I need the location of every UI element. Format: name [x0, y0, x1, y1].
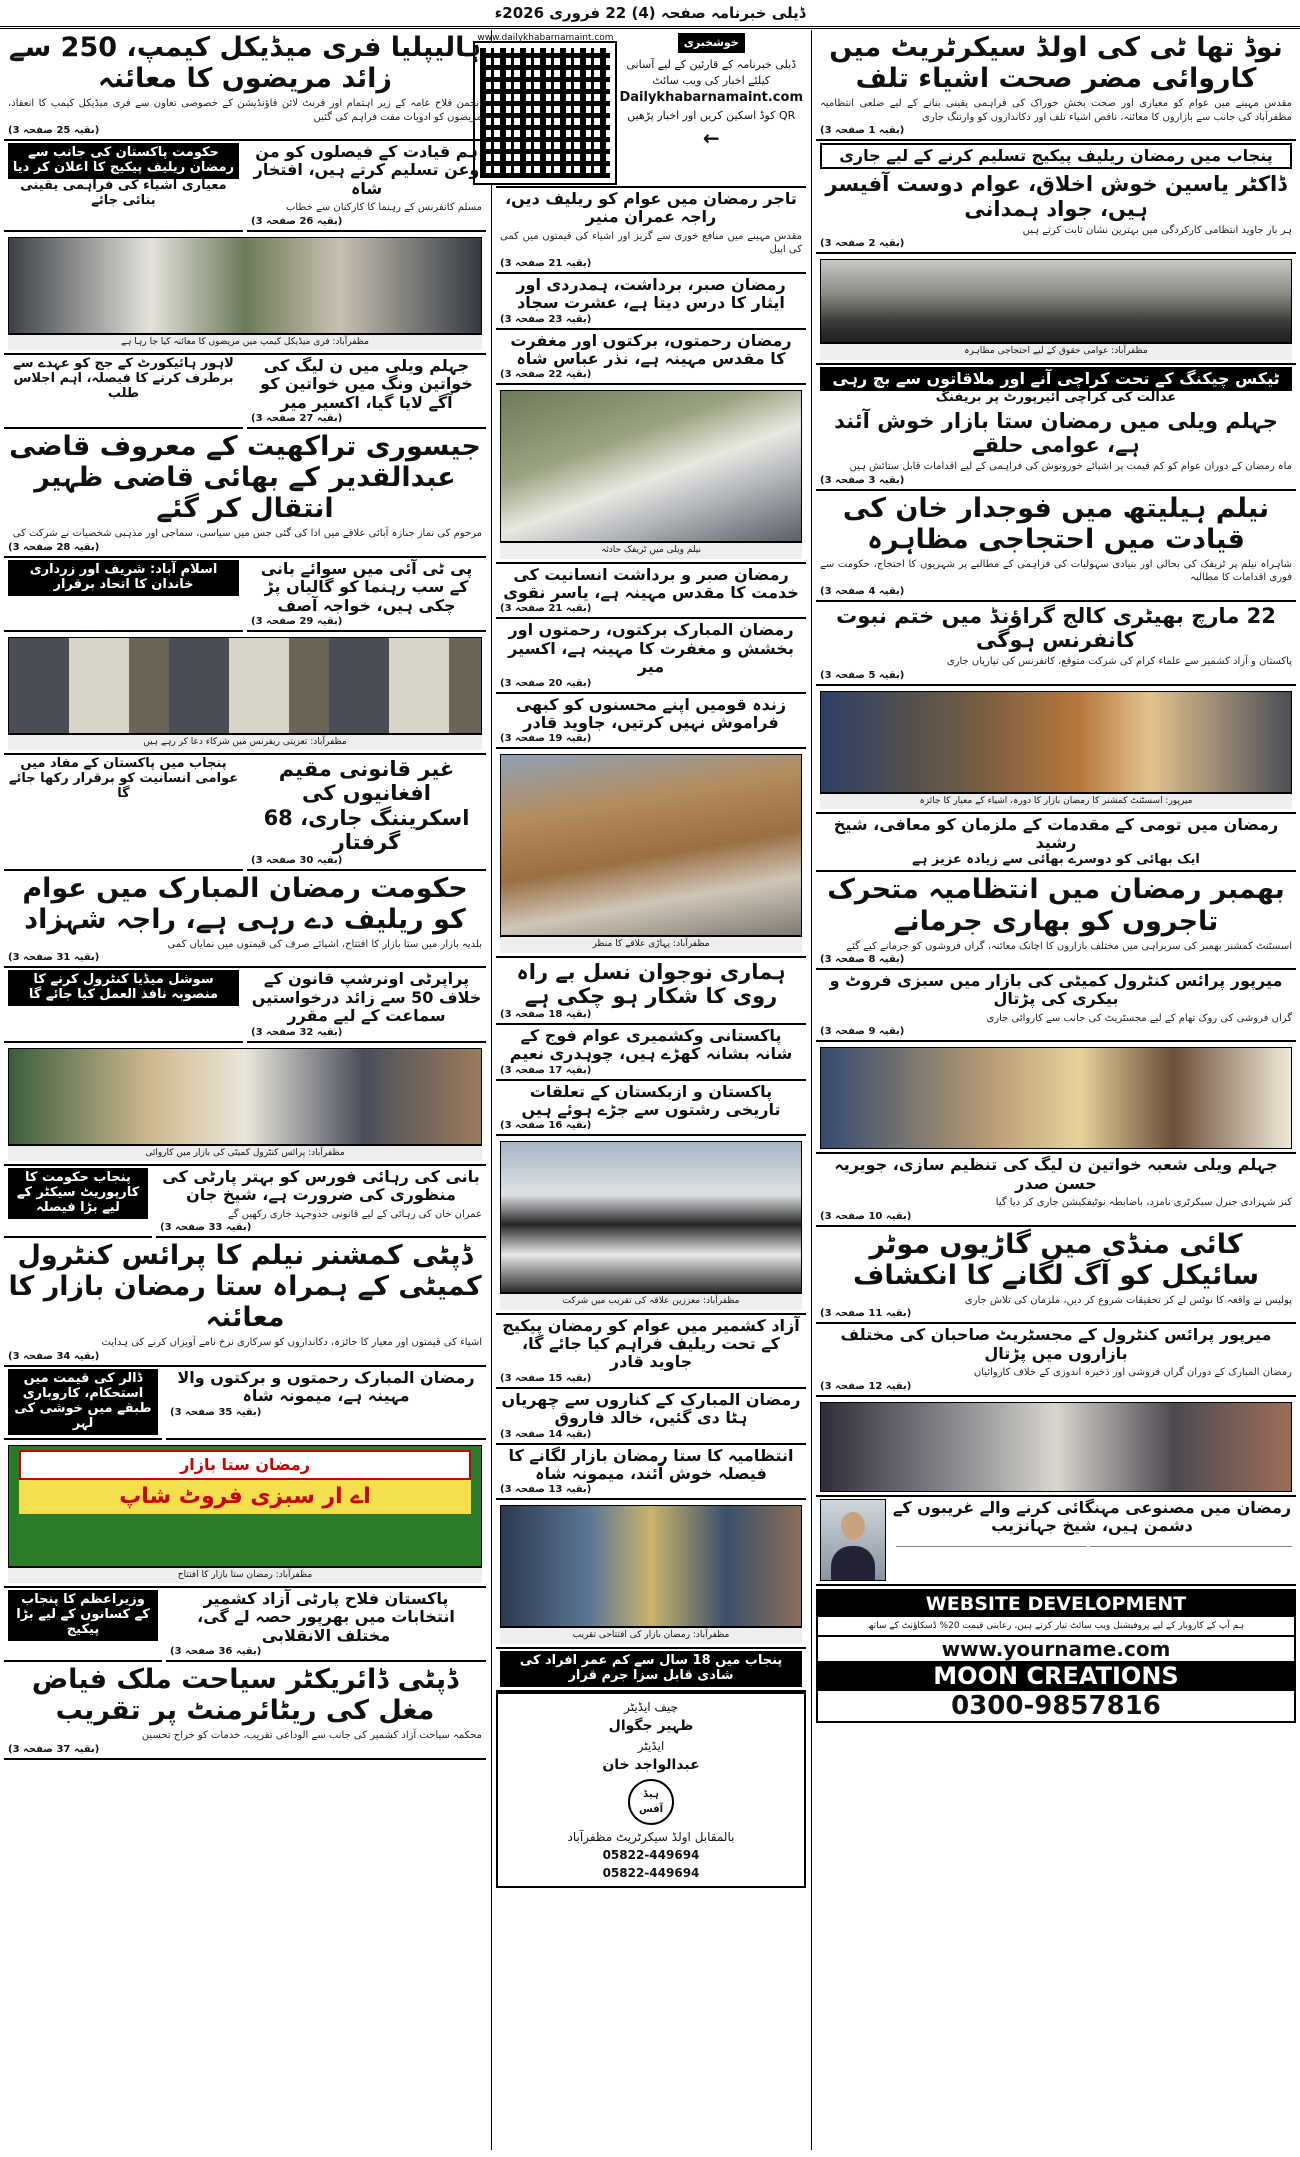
headline: حکومت پاکستان کی جانب سے رمضان ریلیف پیکیج کا اعلان کر دیا	[8, 143, 239, 179]
news-story	[816, 872, 1296, 970]
story-body: ہر بار جاوید انتظامی کارکردگی میں بہترین نشان ثابت کرتے ہیں	[1022, 224, 1292, 236]
promo-line: کیلئے اخبار کی ویب سائٹ	[652, 73, 771, 87]
story-body: ـــــــــــــــــــــــــــــــــــــــــــــــــــــــــــــــــــــ ـــــــــــــــــــــــــــــــــــــــــــــــــــــــــــــــــ	[896, 1539, 1292, 1551]
story-body: اسسٹنٹ کمشنر بھمبر کی سربراہی میں مختلف بازاروں کا اچانک معائنہ، گراں فروشوں کو جرمانے کیے گئے	[846, 940, 1292, 952]
news-photo	[500, 754, 802, 936]
story-body: مرحوم کی نماز جنازہ آبائی علاقے میں ادا کی گئی جس میں سیاسی، سماجی اور مذہبی شخصیات نے شرکت کی	[12, 528, 482, 540]
sub-headline: پنجاب میں رمضان ریلیف پیکیج تسلیم کرنے کے لیے جاری	[820, 143, 1292, 169]
continued-ref: (بقیہ 10 صفحہ 3)	[820, 1210, 912, 1222]
sub-headline: ایک بھائی کو دوسرے بھائی سے زیادہ عزیز ہے	[912, 851, 1200, 867]
photo-story	[496, 1500, 806, 1648]
headline: حکومت رمضان المبارک میں عوام کو ریلیف دے رہی ہے، راجہ شہزاد	[22, 872, 468, 935]
column-divider	[491, 30, 492, 2150]
story-row	[4, 141, 486, 232]
photo-caption: مظفرآباد: رمضان ستا بازار کا افتتاح	[8, 1567, 482, 1583]
photo-caption: میرپور: اسسٹنٹ کمشنر کا رمضان بازار کا دورہ، اشیاء کے معیار کا جائزہ	[820, 793, 1292, 809]
news-story	[247, 355, 486, 429]
story-body: مسلم کانفرنس کے رہنما کا کارکنان سے خطاب	[285, 202, 482, 214]
continued-ref: (بقیہ 8 صفحہ 3)	[820, 954, 905, 966]
headline: ڈالر کی قیمت میں استحکام، کاروباری طبقے میں خوشی کی لہر	[8, 1369, 158, 1435]
story-body: محکمہ سیاحت آزاد کشمیر کی جانب سے الوداعی تقریب، خدمات کو خراج تحسین	[141, 1730, 482, 1742]
photo-story	[4, 1043, 486, 1166]
left-column	[4, 30, 486, 2150]
news-story	[166, 1367, 486, 1440]
editor-name: عبدالواجد خان	[602, 1756, 700, 1773]
news-photo	[500, 390, 802, 542]
news-story	[4, 141, 243, 232]
headline: تاجر رمضان میں عوام کو ریلیف دیں، راجہ عمران منیر	[505, 189, 797, 227]
continued-ref: (بقیہ 26 صفحہ 3)	[251, 215, 343, 227]
photo-caption: مظفرآباد: تعزیتی ریفرنس میں شرکاء دعا کر رہے ہیں	[8, 734, 482, 750]
news-story	[496, 619, 806, 693]
continued-ref: (بقیہ 27 صفحہ 3)	[251, 413, 343, 425]
headline: غیر قانونی مقیم افغانیوں کی اسکریننگ جاری، 68 گرفتار	[263, 757, 470, 854]
story-row	[4, 755, 486, 871]
news-story	[496, 1649, 806, 1692]
continued-ref: (بقیہ 17 صفحہ 3)	[500, 1064, 592, 1076]
editor-label: ایڈیٹر	[637, 1738, 665, 1753]
news-photo	[820, 1047, 1292, 1149]
news-story	[4, 755, 243, 871]
continued-ref: (بقیہ 13 صفحہ 3)	[500, 1484, 592, 1496]
news-photo	[8, 637, 482, 734]
news-story	[816, 141, 1296, 254]
news-story	[4, 1662, 486, 1760]
photo-story	[496, 749, 806, 957]
story-body: مقدس مہینے میں عوام کو معیاری اور صحت بخش خوراک کی فراہمی یقینی بنانے کے لیے ضلعی انتظامیہ مظفرآباد کی جانب سے بازاروں کا معائنہ، ناقص اشیاء تلف اور دکانداروں کو وارننگ جاری	[820, 98, 1292, 123]
continued-ref: (بقیہ 9 صفحہ 3)	[820, 1026, 905, 1038]
continued-ref: (بقیہ 37 صفحہ 3)	[8, 1743, 100, 1755]
headline: پاکستانی وکشمیری عوام فوج کے شانہ بشانہ کھڑے ہیں، چوہدری نعیم	[509, 1025, 793, 1064]
right-column	[816, 30, 1296, 2150]
headline: بھمبر رمضان میں انتظامیہ متحرک تاجروں کو بھاری جرمانے	[827, 874, 1285, 937]
photo-story	[4, 1440, 486, 1588]
promo-line: ڈیلی خبرنامہ کے قارئین کے لیے آسانی	[626, 57, 797, 71]
photo-story	[496, 385, 806, 563]
news-story	[496, 694, 806, 750]
story-body: پاکستان و آزاد کشمیر سے علماء کرام کی شرکت متوقع، کانفرنس کی تیاریاں جاری	[946, 656, 1292, 667]
headline: رمضان رحمتوں، برکتوں اور مغفرت کا مقدس مہینہ ہے، نذر عباس شاہ	[510, 330, 792, 368]
column-divider	[811, 30, 812, 2150]
photo-caption: مظفرآباد: فری میڈیکل کیمپ میں مریضوں کا معائنہ کیا جا رہا ہے	[8, 334, 482, 350]
headline: آزاد کشمیر میں عوام کو رمضان پیکیج کے تحت ریلیف فراہم کیا جائے گا، جاوید قادر	[502, 1315, 800, 1372]
headline: اسلام آباد: شریف اور زرداری خاندان کا اتحاد برقرار	[8, 560, 239, 596]
continued-ref: (بقیہ 35 صفحہ 3)	[170, 1406, 262, 1418]
office-address: بالمقابل اولڈ سیکرٹریٹ مظفرآباد	[567, 1829, 735, 1844]
headline: نیلم ہیلیتھ میں فوجدار خان کی قیادت میں احتجاجی مظاہرہ	[842, 492, 1270, 555]
news-story	[816, 30, 1296, 141]
news-story	[816, 1227, 1296, 1325]
news-photo	[820, 259, 1292, 343]
headline: ڈپٹی ڈائریکٹر سیاحت ملک فیاض مغل کی ریٹائرمنٹ پر تقریب	[31, 1663, 459, 1726]
news-story	[4, 558, 243, 632]
news-photo	[8, 1445, 482, 1567]
photo-caption: مظفرآباد: عوامی حقوق کے لیے احتجاجی مظاہرہ	[820, 343, 1292, 359]
story-row	[4, 1166, 486, 1238]
ad-text: ہم آپ کے کاروبار کے لیے پروفیشنل ویب سائٹ تیار کرتے ہیں، رعایتی قیمت 20% ڈسکاؤنٹ کے ساتھ	[867, 1620, 1245, 1631]
news-story	[816, 970, 1296, 1042]
news-story	[496, 1315, 806, 1389]
news-story	[816, 602, 1296, 686]
headline: رمضان میں مصنوعی مہنگائی کرنے والے غریبوں کے دشمن ہیں، شیخ جہانزیب	[892, 1497, 1292, 1535]
news-story	[4, 1166, 152, 1238]
news-story	[496, 1025, 806, 1081]
news-photo	[500, 1505, 802, 1627]
headline: رمضان المبارک کے کناروں سے چھریاں ہٹا دی گئیں، خالد فاروق	[501, 1389, 801, 1428]
story-row	[4, 355, 486, 429]
info-row	[496, 1649, 806, 1692]
news-photo	[500, 1141, 802, 1293]
continued-ref: (بقیہ 19 صفحہ 3)	[500, 733, 592, 745]
headline: ڈپٹی کمشنر نیلم کا پرائس کنٹرول کمیٹی کے ہمراہ ستا رمضان بازار کا معائنہ	[8, 1240, 482, 1334]
headline: جہلم ویلی میں رمضان ستا بازار خوش آئند ہے، عوامی حلقے	[834, 408, 1278, 457]
headline: پی ٹی آئی میں سوائے بانی کے سب رہنما کو گالیاں پڑ چکی ہیں، خواجہ آصف	[260, 558, 473, 615]
ad-brand: MOON CREATIONS	[818, 1661, 1294, 1691]
story-body: گراں فروشی کی روک تھام کے لیے مجسٹریٹ کی جانب سے کاروائی جاری	[986, 1012, 1292, 1024]
photo-story	[816, 1397, 1296, 1497]
continued-ref: (بقیہ 34 صفحہ 3)	[8, 1350, 100, 1362]
news-story	[247, 558, 486, 632]
photo-caption: مظفرآباد: رمضان بازار کی افتتاحی تقریب	[500, 1627, 802, 1643]
news-photo	[820, 691, 1292, 793]
photo-story	[816, 686, 1296, 814]
photo-caption: مظفرآباد: پرائس کنٹرول کمیٹی کی بازار میں کاروائی	[8, 1145, 482, 1161]
news-story	[4, 871, 486, 969]
headline: رمضان المبارک برکتوں، رحمتوں اور بخشش و مغفرت کا مہینہ ہے، اکسیر میر	[508, 620, 794, 677]
news-story	[816, 365, 1296, 491]
imprint-box	[496, 1692, 806, 1888]
portrait-photo	[820, 1499, 886, 1581]
continued-ref: (بقیہ 11 صفحہ 3)	[820, 1308, 912, 1320]
continued-ref: (بقیہ 21 صفحہ 3)	[500, 603, 592, 615]
story-body: شاہراہ نیلم پر ٹریفک کی بحالی اور بنیادی سہولیات کی فراہمی کے مطالبے پر شہریوں کا احتجاج، حکومت سے فوری اقدامات کا مطالبہ	[820, 558, 1292, 584]
news-story	[247, 755, 486, 871]
story-row	[4, 558, 486, 632]
news-story	[4, 1588, 162, 1662]
continued-ref: (بقیہ 31 صفحہ 3)	[8, 952, 100, 964]
continued-ref: (بقیہ 3 صفحہ 3)	[820, 474, 905, 486]
promo-site[interactable]: Dailykhabarnamaint.com	[619, 89, 803, 105]
story-body: ماہ رمضان کے دوران عوام کو کم قیمت پر اشیائے خورونوش کی فراہمی کے لیے اقدامات قابل ستائش ہیں	[849, 461, 1292, 473]
headline: نوڈ تھا ٹی کی اولڈ سیکرٹریٹ میں کاروائی مضر صحت اشیاء تلف	[829, 32, 1283, 95]
continued-ref: (بقیہ 28 صفحہ 3)	[8, 541, 100, 553]
story-body: پولیس نے واقعہ کا نوٹس لے کر تحقیقات شروع کر دیں، ملزمان کی تلاش جاری	[964, 1294, 1292, 1306]
story-body: بلدیہ بازار میں ستا بازار کا افتتاح، اشیائے صرف کی قیمتوں میں نمایاں کمی	[167, 938, 482, 950]
news-story	[4, 30, 486, 141]
ad-url: www.yourname.com	[818, 1635, 1294, 1661]
story-row	[4, 968, 486, 1042]
news-story	[4, 1367, 162, 1440]
news-story	[247, 141, 486, 232]
headline: پنجاب حکومت کا کارپوریٹ سیکٹر کے لیے بڑا فیصلہ	[8, 1168, 148, 1219]
qr-code-icon[interactable]	[475, 43, 615, 183]
story-row	[4, 1588, 486, 1662]
headline: رمضان صبر، برداشت، ہمدردی اور ایثار کا درس دیتا ہے، عشرت سجاد	[516, 274, 786, 313]
bazaar-banner	[9, 1446, 481, 1566]
news-story	[816, 814, 1296, 873]
website-ad	[816, 1589, 1296, 1723]
news-story	[496, 564, 806, 620]
arrow-left-icon: ←	[702, 125, 720, 150]
headline: زندہ قومیں اپنے محسنوں کو کبھی فراموش نہیں کرتیں، جاوید قادر	[515, 694, 787, 732]
continued-ref: (بقیہ 5 صفحہ 3)	[820, 669, 905, 681]
qr-url[interactable]: www.dailykhabarnamaint.com	[477, 33, 614, 43]
continued-ref: (بقیہ 14 صفحہ 3)	[500, 1428, 592, 1440]
headline: ڈاکٹر یاسین خوش اخلاق، عوام دوست آفیسر ہیں، جواد ہمدانی	[825, 172, 1287, 221]
continued-ref: (بقیہ 15 صفحہ 3)	[500, 1372, 592, 1384]
sub-headline: عدالت کی کراچی ائیرپورٹ پر بریفنگ	[935, 389, 1177, 405]
headline: بانی کی رہائی فورس کو بہتر پارٹی کی منظوری کی ضرورت ہے، شیخ جان	[162, 1166, 480, 1205]
photo-caption: نیلم ویلی میں ٹریفک حادثہ	[500, 542, 802, 558]
continued-ref: (بقیہ 21 صفحہ 3)	[500, 257, 592, 269]
office-phone[interactable]: 05822-449694	[602, 1847, 700, 1862]
promo-line: QR کوڈ اسکین کریں اور اخبار پڑھیں	[627, 108, 796, 122]
continued-ref: (بقیہ 30 صفحہ 3)	[251, 854, 343, 866]
continued-ref: (بقیہ 1 صفحہ 3)	[820, 125, 905, 137]
promo-tag: خوشخبری	[678, 33, 745, 53]
headline: سوشل میڈیا کنٹرول کرنے کا منصوبہ نافذ العمل کیا جائے گا	[8, 970, 239, 1006]
headline: میرپور پرائس کنٹرول کے مجسٹریٹ صاحبان کی مختلف بازاروں میں پڑتال	[840, 1325, 1272, 1363]
news-story	[816, 491, 1296, 602]
page-header: ڈیلی خبرنامہ صفحہ (4) 22 فروری 2026ء	[0, 0, 1300, 29]
headline: ہالیپلیا فری میڈیکل کیمپ، 250 سے زائد مریضوں کا معائنہ	[8, 32, 482, 95]
headline: پاکستان و ازبکستان کے تعلقات تاریخی رشتوں سے جڑے ہوئے ہیں	[521, 1081, 781, 1120]
continued-ref: (بقیہ 33 صفحہ 3)	[160, 1222, 252, 1234]
headline: پنجاب میں پاکستان کے مفاد میں عوامی انسانیت کو برقرار رکھا جائے گا	[8, 756, 239, 802]
headline: لاہور ہائیکورٹ کے جج کو عہدے سے برطرف کرنے کا فیصلہ، اہم اجلاس طلب	[13, 356, 234, 401]
headline: جیسوری تراکھیت کے معروف قاضی عبدالقدیر کے بھائی قاضی ظہیر انتقال کر گئے	[9, 431, 481, 525]
headline: رمضان المبارک رحمتوں و برکتوں والا مہینہ ہے، میمونہ شاہ	[177, 1367, 475, 1406]
continued-ref: (بقیہ 16 صفحہ 3)	[500, 1120, 592, 1132]
continued-ref: (بقیہ 36 صفحہ 3)	[170, 1645, 262, 1657]
news-story	[496, 188, 806, 274]
news-story	[496, 1389, 806, 1445]
headline: پراپرٹی اونرشپ قانون کے خلاف 50 سے زائد درخواستیں سماعت کے لیے مقرر	[251, 969, 482, 1026]
headline: 22 مارچ بھیٹری کالج گراؤنڈ میں ختم نبوت کانفرنس ہوگی	[836, 603, 1276, 652]
sub-headline: معیاری اشیاء کی فراہمی یقینی بنائی جائے	[20, 177, 227, 208]
continued-ref: (بقیہ 29 صفحہ 3)	[251, 616, 343, 627]
middle-column	[477, 30, 806, 2150]
photo-story	[816, 1042, 1296, 1154]
news-story	[166, 1588, 486, 1662]
headline: رمضان صبر و برداشت انسانیت کی خدمت کا مقدس مہینہ ہے، یاسر نقوی	[503, 564, 799, 602]
news-story	[496, 1445, 806, 1501]
story-body: مقدس مہینے میں منافع خوری سے گریز اور اشیاء کی قیمتوں میں کمی کی اپیل	[500, 230, 802, 256]
ad-phone: 0300-9857816	[951, 1690, 1161, 1721]
continued-ref: (بقیہ 12 صفحہ 3)	[820, 1380, 912, 1392]
photo-story	[4, 232, 486, 355]
story-row	[4, 1367, 486, 1440]
headline: پاکستان فلاح پارٹی آزاد کشمیر انتخابات میں بھرپور حصہ لے گی، مختلف الانقلابی	[197, 1588, 455, 1645]
continued-ref: (بقیہ 20 صفحہ 3)	[500, 677, 592, 689]
continued-ref: (بقیہ 25 صفحہ 3)	[8, 125, 100, 137]
news-story	[4, 1238, 486, 1367]
photo-caption: مظفرآباد: پہاڑی علاقے کا منظر	[500, 936, 802, 952]
editor-label: چیف ایڈیٹر	[624, 1699, 678, 1714]
headline: ہم قیادت کے فیصلوں کو من وعن تسلیم کرتے ہیں، افتخار شاہ	[253, 142, 480, 198]
banner-subtitle: اے ار سبزی فروٹ شاپ	[19, 1480, 471, 1514]
headline: ہماری نوجوان نسل بے راہ روی کا شکار ہو چکی ہے	[516, 959, 786, 1008]
qr-promo-text	[619, 33, 803, 183]
headline: پنجاب میں 18 سال سے کم عمر افراد کی شادی قابل سزا جرم قرار	[500, 1651, 802, 1687]
continued-ref: (بقیہ 22 صفحہ 3)	[500, 369, 592, 381]
headline: جہلم ویلی شعبہ خواتین ن لیگ کی تنظیم سازی، جویریہ حسن صدر	[834, 1155, 1278, 1193]
news-photo	[8, 237, 482, 334]
qr-wrap	[475, 33, 615, 183]
news-story	[496, 1081, 806, 1137]
continued-ref: (بقیہ 23 صفحہ 3)	[500, 313, 592, 325]
story-body: اشیاء کی قیمتوں اور معیار کا جائزہ، دکانداروں کو سرکاری نرخ نامے آویزاں کرنے کی ہدایت	[101, 1337, 482, 1349]
news-story	[4, 355, 243, 429]
editor-name: ظہیر جگوال	[608, 1717, 694, 1734]
news-story	[816, 1154, 1296, 1226]
news-story	[496, 274, 806, 330]
ad-title: WEBSITE DEVELOPMENT	[818, 1591, 1294, 1617]
photo-story	[4, 632, 486, 755]
sub-headline: ٹیکس چیکنگ کے تحت کراچی آنے اور ملاقاتوں سے بچ رہی	[820, 367, 1292, 391]
qr-promo	[477, 30, 806, 188]
office-phone[interactable]: 05822-449694	[602, 1865, 700, 1880]
photo-story	[816, 254, 1296, 364]
headline: کائی منڈی میں گاڑیوں موٹر سائیکل کو آگ لگانے کا انکشاف	[852, 1228, 1260, 1291]
news-story	[4, 968, 243, 1042]
headline: وزیراعظم کا پنجاب کے کسانوں کے لیے بڑا پیکیج	[8, 1590, 158, 1641]
headline: انتظامیہ کا ستا رمضان بازار لگانے کا فیصلہ خوش آئند، میمونہ شاہ	[508, 1445, 794, 1484]
news-story	[816, 1497, 1296, 1586]
story-body: انجمن فلاح عامہ کے زیر اہتمام اور فرنٹ لائن فاؤنڈیشن کے خصوصی تعاون سے فری میڈیکل کیمپ کا انعقاد، مریضوں کو ادویات مفت فراہم کی گئیں	[8, 98, 482, 123]
news-story	[496, 958, 806, 1025]
story-body: کنز شہزادی جنرل سیکرٹری نامزد، باضابطہ نوٹیفکیشن جاری کر دیا گیا	[995, 1197, 1292, 1209]
continued-ref: (بقیہ 18 صفحہ 3)	[500, 1008, 592, 1020]
headline: میرپور پرائس کنٹرول کمیٹی کی بازار میں سبزی فروٹ و بیکری کی پڑتال	[829, 971, 1283, 1009]
continued-ref: (بقیہ 32 صفحہ 3)	[251, 1026, 343, 1038]
news-photo	[8, 1048, 482, 1145]
headline: رمضان میں تومی کے مقدمات کے ملزمان کو معافی، شیخ رشید	[833, 814, 1279, 853]
news-story	[816, 1324, 1296, 1396]
photo-story	[496, 1136, 806, 1314]
news-story	[156, 1166, 486, 1238]
photo-caption: مظفرآباد: معززین علاقہ کی تقریب میں شرکت	[500, 1293, 802, 1309]
continued-ref: (بقیہ 4 صفحہ 3)	[820, 585, 905, 597]
office-seal-icon: ہیڈ آفس	[628, 1779, 674, 1825]
news-story	[247, 968, 486, 1042]
news-story	[4, 429, 486, 558]
headline: جہلم ویلی میں ن لیگ کی خواتین ونگ میں خواتین کو آگے لایا گیا، اکسیر میر	[260, 356, 473, 412]
continued-ref: (بقیہ 2 صفحہ 3)	[820, 238, 905, 250]
banner-title: رمضان ستا بازار	[19, 1450, 471, 1480]
news-photo	[820, 1402, 1292, 1492]
story-body: عمران خان کی رہائی کے لیے قانونی جدوجہد جاری رکھیں گے	[227, 1208, 482, 1220]
story-body: رمضان المبارک کے دوران گراں فروشی اور ذخیرہ اندوزی کے خلاف کاروائیاں	[973, 1367, 1292, 1378]
news-story	[496, 330, 806, 386]
